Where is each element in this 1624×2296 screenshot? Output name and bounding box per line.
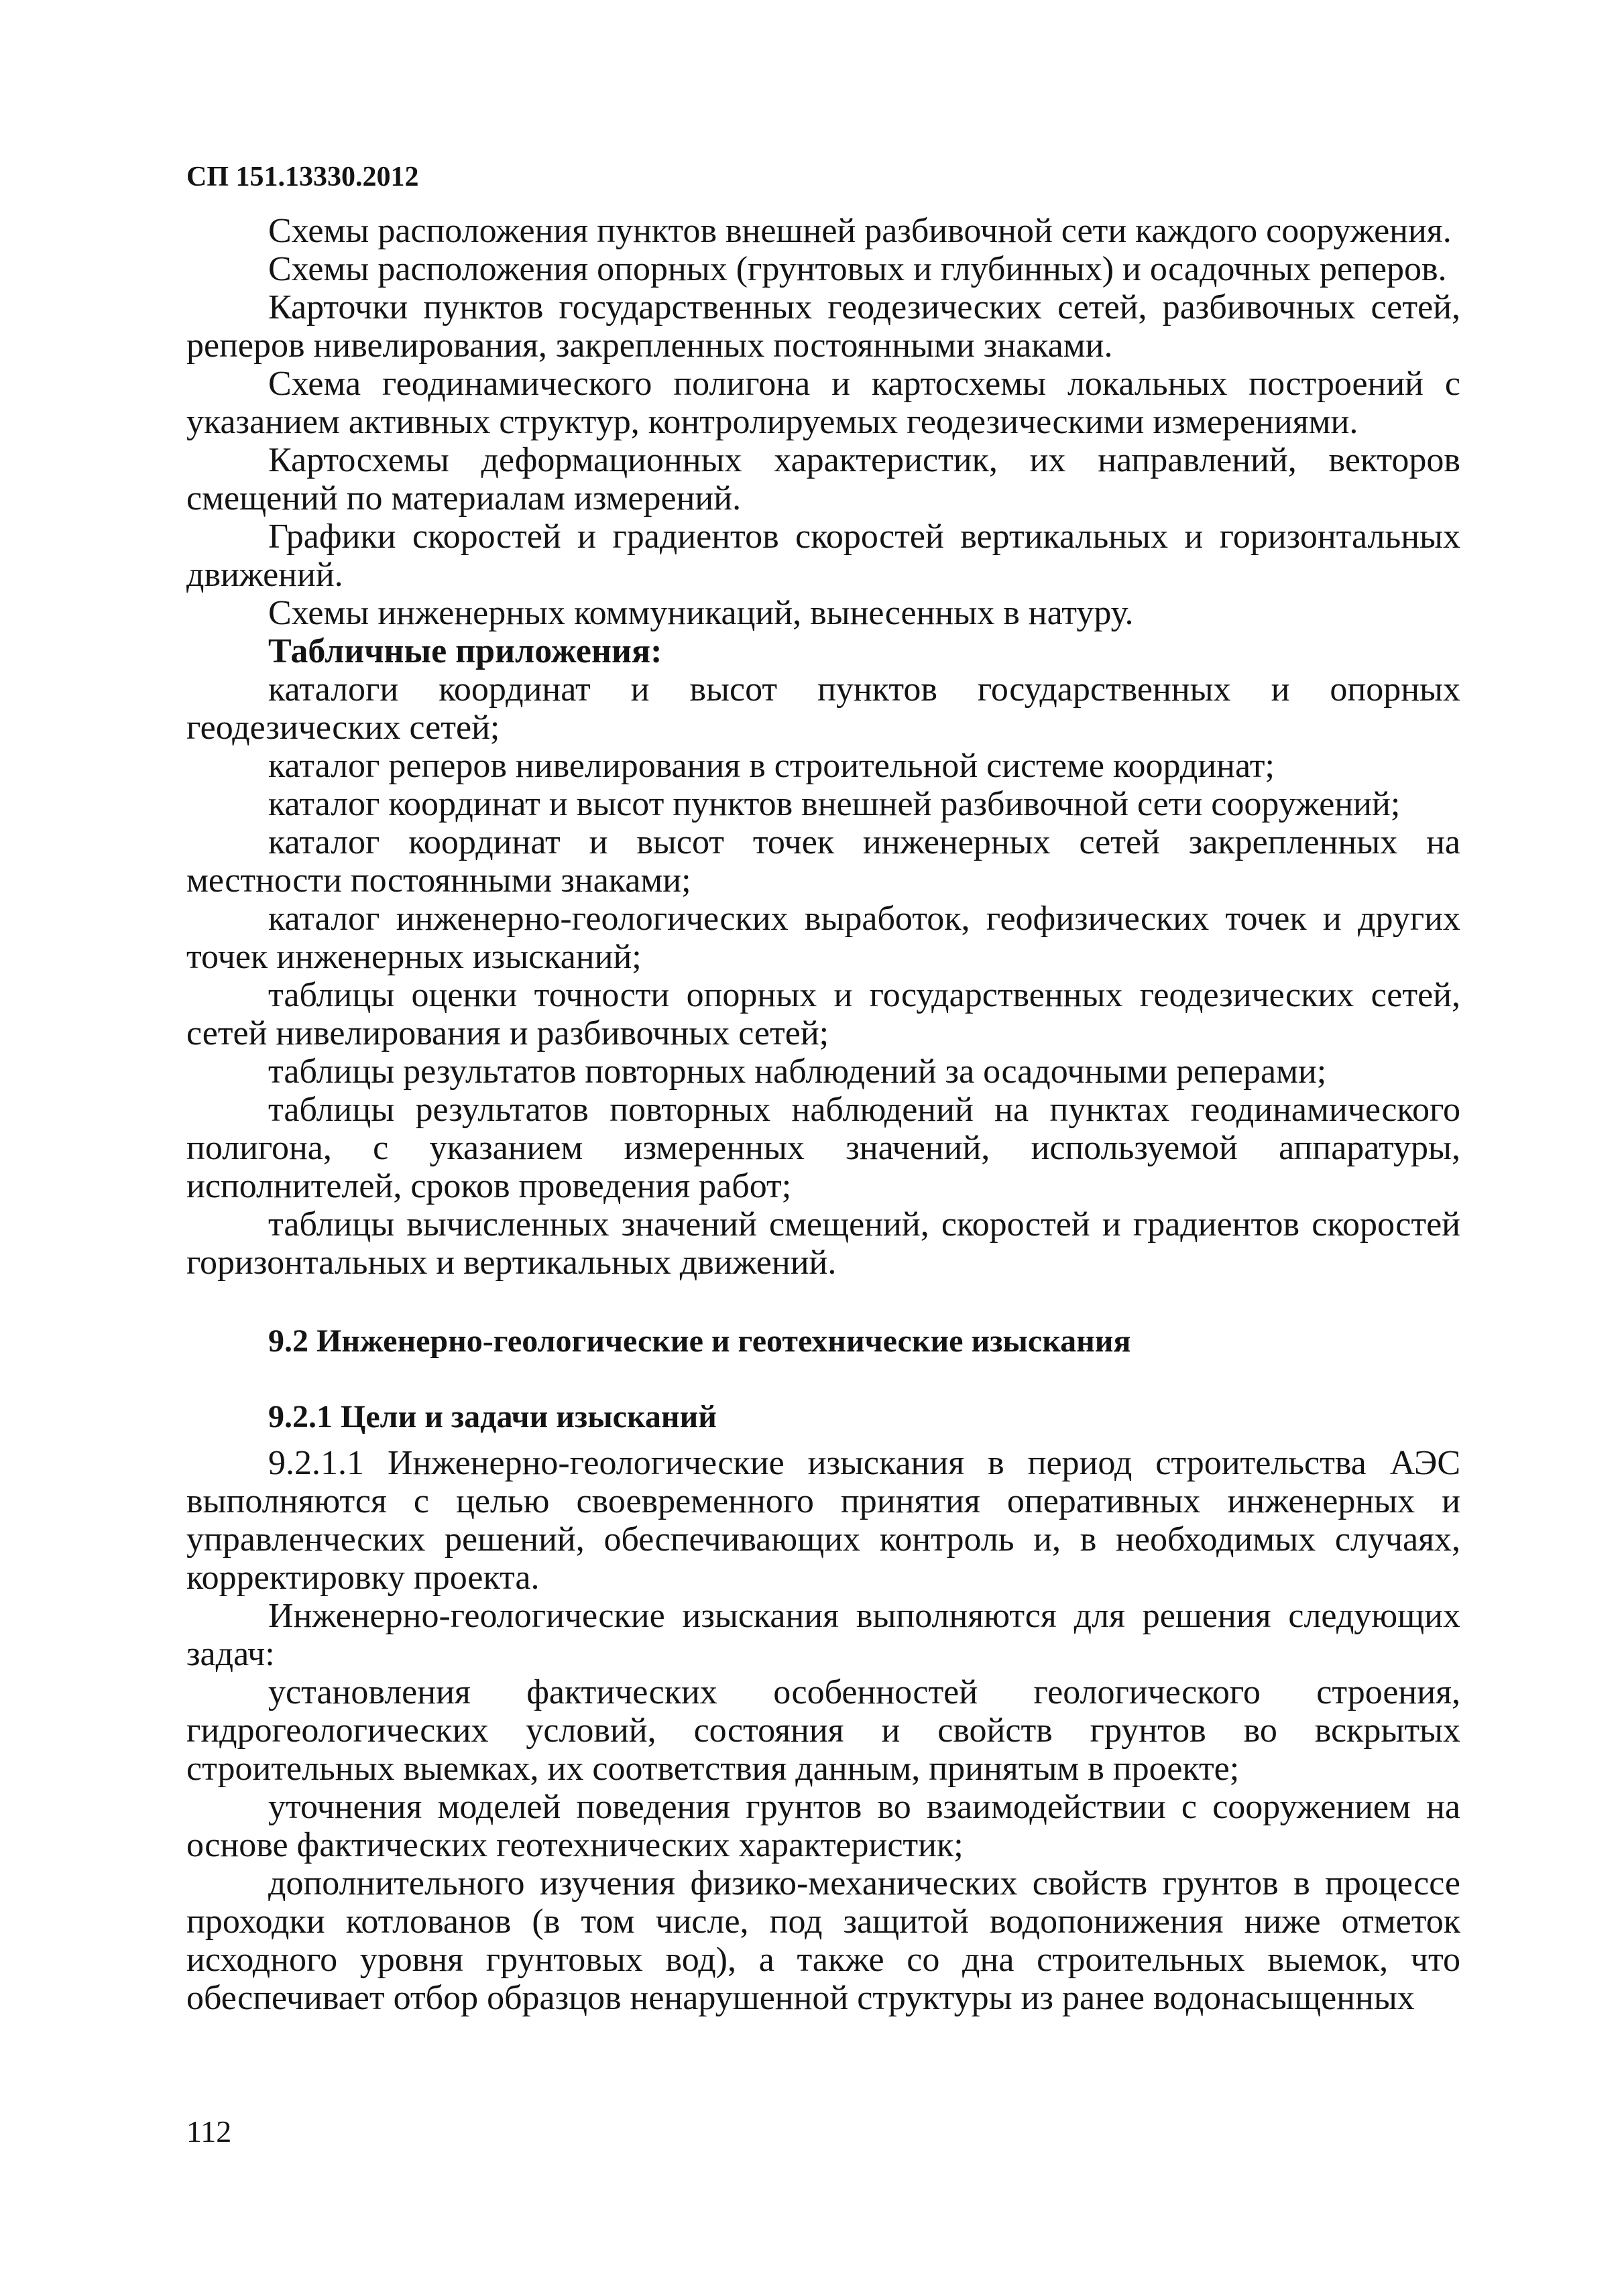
paragraph: Схемы расположения опорных (грунтовых и глубинных) и осадочных реперов. bbox=[268, 250, 1447, 288]
paragraph: дополнительного изучения физико-механических свойств грунтов в процессе проходки котлованов (в том числе, под защитой водопонижения ниже отметок исходного уровня грунтовых вод), а также со дна строительных выемок, что обеспечивает отбор образцов ненарушенной структуры из ранее водонасыщенных bbox=[186, 1864, 1460, 2017]
paragraph: Карточки пунктов государственных геодезических сетей, разбивочных сетей, реперов нивелирования, закрепленных постоянными знаками. bbox=[186, 288, 1460, 365]
document-code-header: СП 151.13330.2012 bbox=[186, 162, 419, 192]
paragraph: Схемы расположения пунктов внешней разбивочной сети каждого сооружения. bbox=[268, 212, 1452, 250]
tabular-item: каталог координат и высот пунктов внешней разбивочной сети сооружений; bbox=[268, 785, 1401, 823]
tabular-item: каталог координат и высот точек инженерных сетей закрепленных на местности постоянными знаками; bbox=[186, 823, 1460, 900]
paragraph: установления фактических особенностей геологического строения, гидрогеологических условий, состояния и свойств грунтов во вскрытых строительных выемках, их соответствия данным, принятым в проекте; bbox=[186, 1673, 1460, 1788]
tabular-appendices-heading: Табличные приложения: bbox=[268, 632, 662, 670]
section-heading: 9.2 Инженерно-геологические и геотехнические изыскания bbox=[268, 1323, 1131, 1359]
paragraph: 9.2.1.1 Инженерно-геологические изыскания в период строительства АЭС выполняются с целью своевременного принятия оперативных инженерных и управленческих решений, обеспечивающих контроль и, в необходимых случаях, корректировку проекта. bbox=[186, 1444, 1460, 1597]
tabular-item: каталог инженерно-геологических выработок, геофизических точек и других точек инженерных изысканий; bbox=[186, 900, 1460, 976]
tabular-item: каталоги координат и высот пунктов государственных и опорных геодезических сетей; bbox=[186, 670, 1460, 747]
paragraph: Картосхемы деформационных характеристик, их направлений, векторов смещений по материалам измерений. bbox=[186, 441, 1460, 518]
tabular-item: таблицы результатов повторных наблюдений на пунктах геодинамического полигона, с указанием измеренных значений, используемой аппаратуры, исполнителей, сроков проведения работ; bbox=[186, 1091, 1460, 1205]
paragraph: Схемы инженерных коммуникаций, вынесенных в натуру. bbox=[268, 594, 1134, 632]
tabular-item: таблицы вычисленных значений смещений, скоростей и градиентов скоростей горизонтальных и вертикальных движений. bbox=[186, 1205, 1460, 1282]
subsection-heading: 9.2.1 Цели и задачи изысканий bbox=[268, 1399, 717, 1435]
tabular-item: таблицы оценки точности опорных и государственных геодезических сетей, сетей нивелирования и разбивочных сетей; bbox=[186, 976, 1460, 1052]
paragraph: уточнения моделей поведения грунтов во взаимодействии с сооружением на основе фактических геотехнических характеристик; bbox=[186, 1788, 1460, 1864]
tabular-item: каталог реперов нивелирования в строительной системе координат; bbox=[268, 747, 1275, 785]
paragraph: Схема геодинамического полигона и картосхемы локальных построений с указанием активных структур, контролируемых геодезическими измерениями. bbox=[186, 365, 1460, 441]
paragraph: Инженерно-геологические изыскания выполняются для решения следующих задач: bbox=[186, 1597, 1460, 1673]
tabular-item: таблицы результатов повторных наблюдений за осадочными реперами; bbox=[268, 1052, 1327, 1091]
paragraph: Графики скоростей и градиентов скоростей вертикальных и горизонтальных движений. bbox=[186, 518, 1460, 594]
page-body bbox=[186, 212, 1460, 2017]
page-number: 112 bbox=[186, 2114, 232, 2149]
